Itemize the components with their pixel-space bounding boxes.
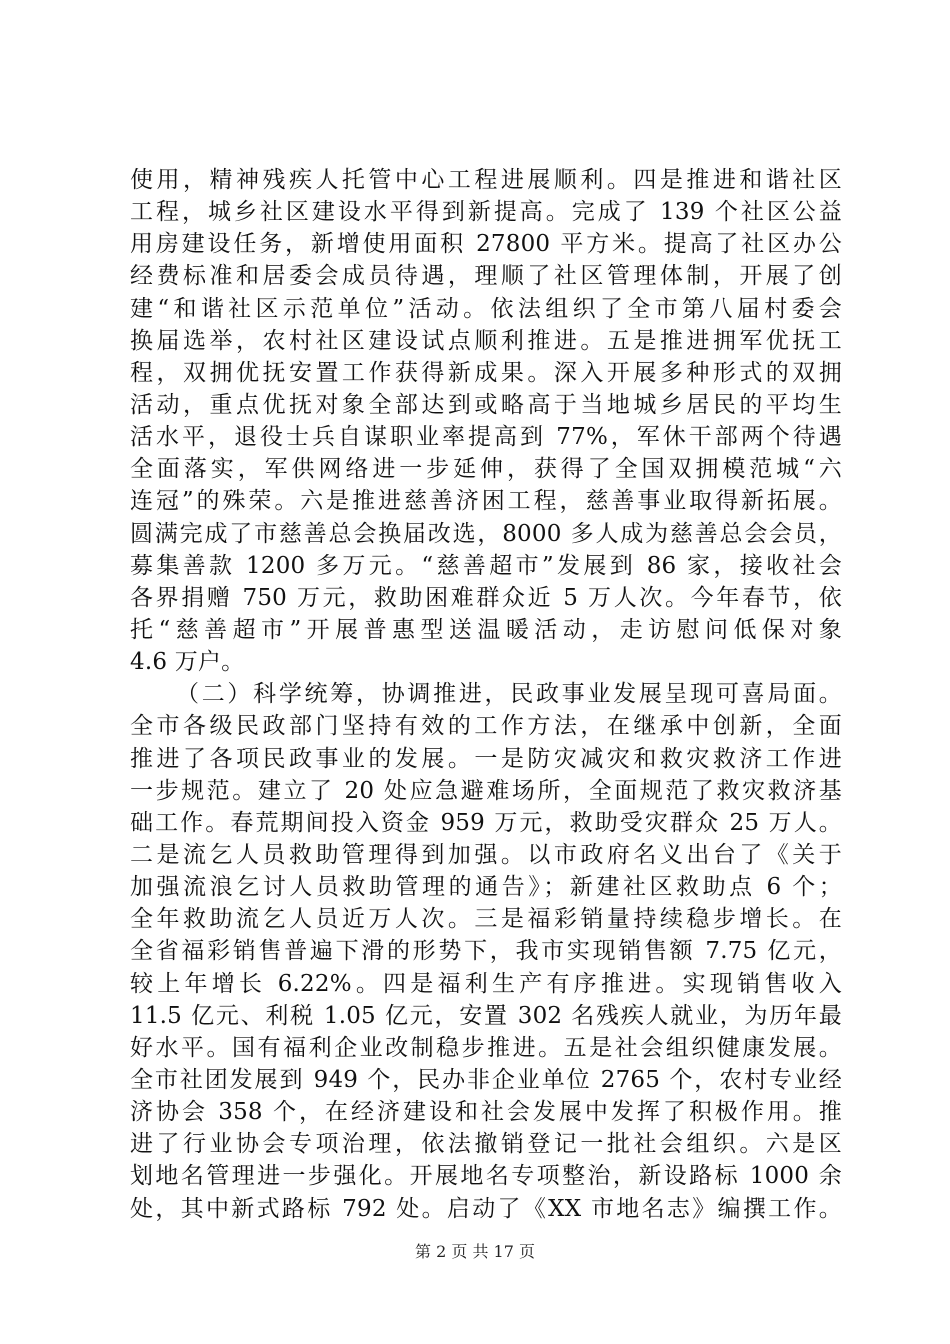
text-line: 4.6 万户。 [130, 649, 245, 676]
text-line: 进了行业协会专项治理，依法撤销登记一批社会组织。六是区 [130, 1131, 842, 1158]
text-line: 连冠”的殊荣。六是推进慈善济困工程，慈善事业取得新拓展。 [130, 488, 842, 515]
text-line: 础工作。春荒期间投入资金 959 万元，救助受灾群众 25 万人。 [130, 809, 842, 836]
text-line: 托“慈善超市”开展普惠型送温暖活动，走访慰问低保对象 [130, 616, 842, 643]
text-line: 全市各级民政部门坚持有效的工作方法，在继承中创新，全面 [130, 713, 842, 740]
text-line: 全面落实，军供网络进一步延伸，获得了全国双拥模范城“六 [130, 456, 842, 483]
text-line: 活水平，退役士兵自谋职业率提高到 77%，军休干部两个待遇 [130, 424, 842, 451]
text-line: 程，双拥优抚安置工作获得新成果。深入开展多种形式的双拥 [130, 359, 842, 386]
text-line: 11.5 亿元、利税 1.05 亿元，安置 302 名残疾人就业，为历年最 [130, 1002, 842, 1029]
text-line: 推进了各项民政事业的发展。一是防灾减灾和救灾救济工作进 [130, 745, 842, 772]
text-line: 全年救助流乞人员近万人次。三是福彩销量持续稳步增长。在 [130, 906, 842, 933]
text-line: 换届选举，农村社区建设试点顺利推进。五是推进拥军优抚工 [130, 327, 842, 354]
text-line: 济协会 358 个，在经济建设和社会发展中发挥了积极作用。推 [130, 1099, 842, 1126]
text-line: 用房建设任务，新增使用面积 27800 平方米。提高了社区办公 [130, 231, 842, 258]
text-line: 好水平。国有福利企业改制稳步推进。五是社会组织健康发展。 [130, 1034, 842, 1061]
text-line: 处，其中新式路标 792 处。启动了《XX 市地名志》编撰工作。 [130, 1195, 842, 1222]
text-line: 募集善款 1200 多万元。“慈善超市”发展到 86 家，接收社会 [130, 552, 842, 579]
section-heading-line: （二）科学统筹，协调推进，民政事业发展呈现可喜局面。 [176, 681, 842, 708]
text-line: 划地名管理进一步强化。开展地名专项整治，新设路标 1000 余 [130, 1163, 842, 1190]
text-line: 圆满完成了市慈善总会换届改选，8000 多人成为慈善总会会员， [130, 520, 842, 547]
text-line: 活动，重点优抚对象全部达到或略高于当地城乡居民的平均生 [130, 391, 842, 418]
text-line: 各界捐赠 750 万元，救助困难群众近 5 万人次。今年春节，依 [130, 584, 842, 611]
text-line: 全市社团发展到 949 个，民办非企业单位 2765 个，农村专业经 [130, 1066, 842, 1093]
text-line: 工程，城乡社区建设水平得到新提高。完成了 139 个社区公益 [130, 199, 842, 226]
text-line: 经费标准和居委会成员待遇，理顺了社区管理体制，开展了创 [130, 263, 842, 290]
page-footer: 第 2 页 共 17 页 [415, 1242, 535, 1261]
text-line: 使用，精神残疾人托管中心工程进展顺利。四是推进和谐社区 [130, 167, 842, 193]
text-line: 较上年增长 6.22%。四是福利生产有序推进。实现销售收入 [130, 970, 842, 997]
text-line: 二是流乞人员救助管理得到加强。以市政府名义出台了《关于 [130, 841, 842, 868]
text-line: 一步规范。建立了 20 处应急避难场所，全面规范了救灾救济基 [130, 777, 842, 804]
text-line: 加强流浪乞讨人员救助管理的通告》；新建社区救助点 6 个； [130, 874, 842, 901]
body-text [130, 164, 842, 1225]
text-line: 全省福彩销售普遍下滑的形势下，我市实现销售额 7.75 亿元， [130, 938, 842, 965]
text-line: 建“和谐社区示范单位”活动。依法组织了全市第八届村委会 [130, 295, 842, 322]
